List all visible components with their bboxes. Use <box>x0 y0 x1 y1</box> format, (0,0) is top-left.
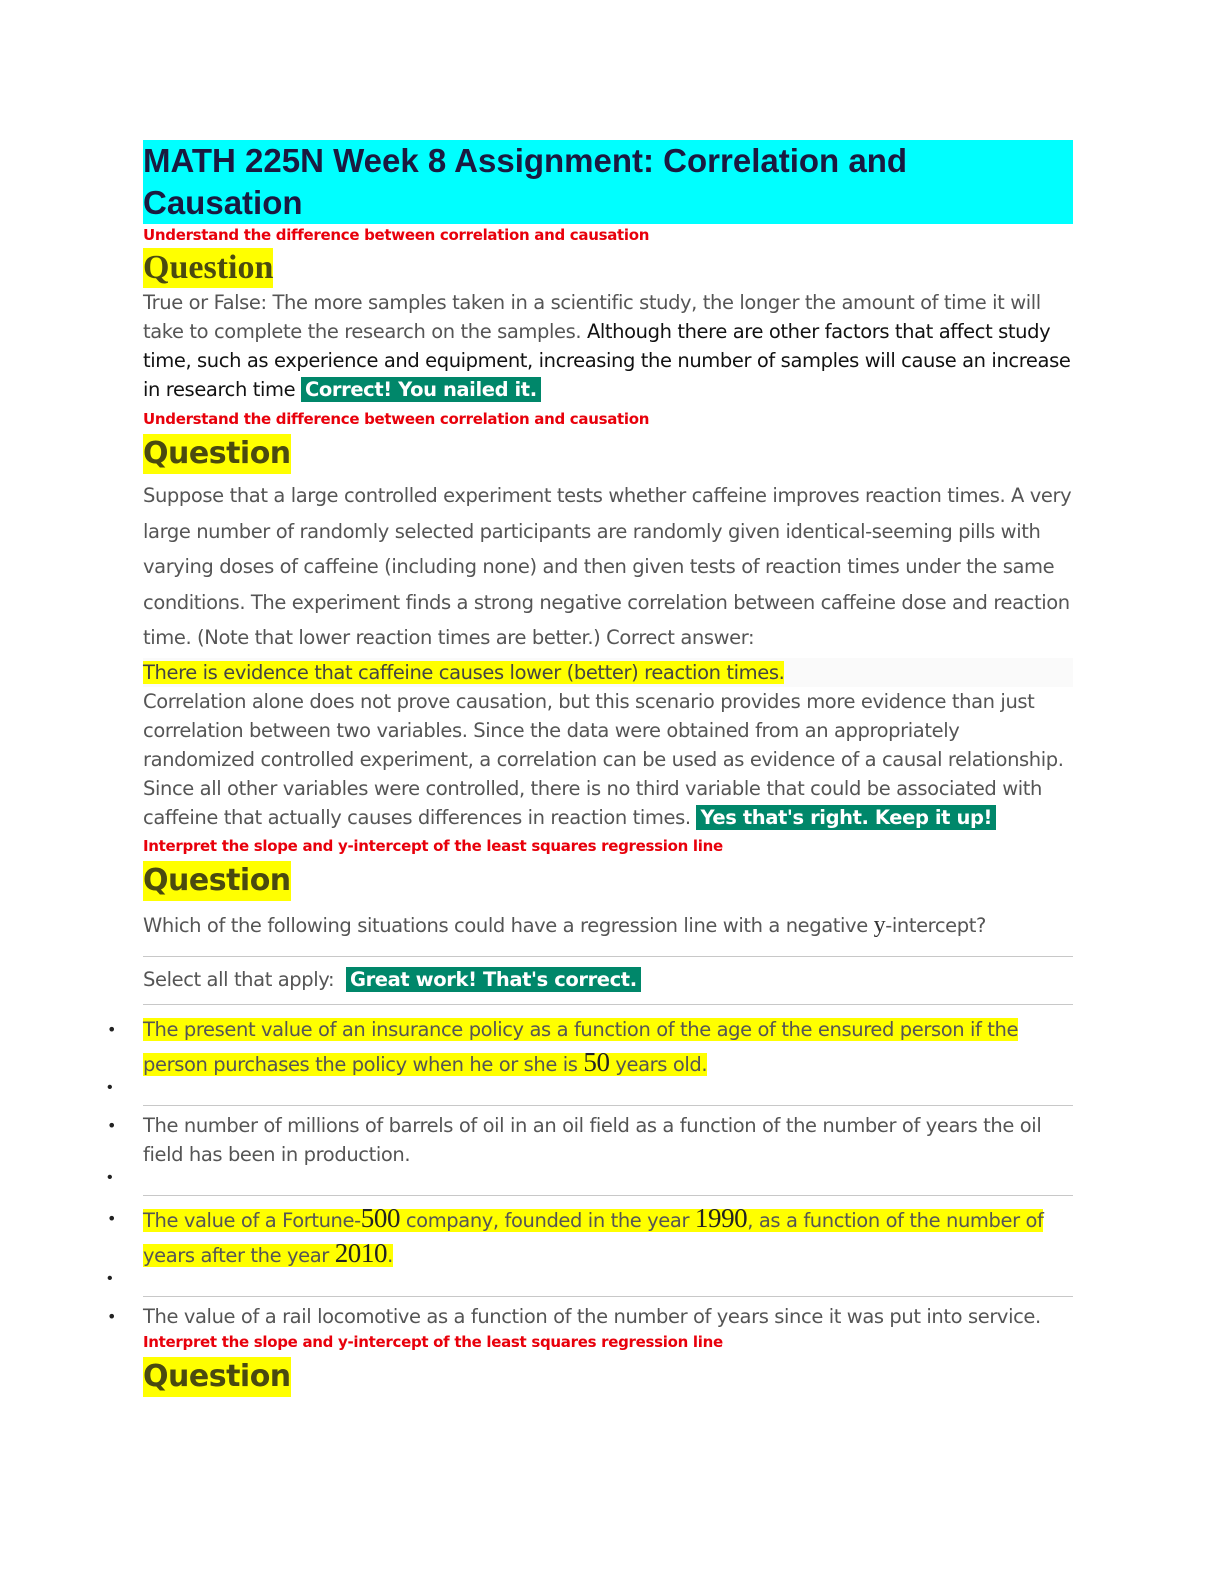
q2-explanation-block <box>143 687 1073 833</box>
divider <box>143 1105 1073 1106</box>
divider <box>143 956 1073 957</box>
q3-prompt-suffix: -intercept? <box>885 913 986 937</box>
q3-select-label: Select all that apply: <box>143 967 335 991</box>
q3-prompt-text: Which of the following situations could have a regression line with a negative <box>143 913 874 937</box>
q1-topic: Understand the difference between correlation and causation <box>143 226 650 244</box>
empty-list-item <box>107 1269 1073 1296</box>
option-3-number-500: 500 <box>360 1202 401 1233</box>
divider <box>143 1195 1073 1196</box>
divider <box>143 1004 1073 1005</box>
bullet-marker: • <box>107 1078 113 1096</box>
option-3-period: . <box>387 1243 393 1267</box>
option-4[interactable] <box>107 1302 1073 1331</box>
q2-explanation: Correlation alone does not prove causation, but this scenario provides more evidence than just correlation between two variables. Since the data were obtained from an appropriately randomized controlled experiment, a correlation can be used as evidence of a causal relationship. Since all other variables were controlled, there is no third variable that could be associated with caffeine that actually causes differences in reaction times. <box>143 689 1064 829</box>
q3-heading: Question <box>143 861 291 901</box>
option-3-text-c: , as a function of the number of years after the year <box>143 1208 1044 1267</box>
q1-heading: Question <box>143 249 274 286</box>
option-3-text-b: company, founded in the year <box>400 1208 695 1232</box>
q3-prompt-variable: y <box>873 911 886 938</box>
q1-prompt: True or False: The more samples taken in a scientific study, the longer the amount of time it will take to complete the research on the samples. <box>143 291 1041 343</box>
option-3-number-2010: 2010 <box>334 1237 388 1268</box>
q2-heading: Question <box>143 434 291 474</box>
option-4-text: The value of a rail locomotive as a function of the number of years since it was put into service. <box>143 1304 1041 1328</box>
q3-feedback-badge: Great work! That's correct. <box>346 967 641 992</box>
option-1[interactable] <box>107 1013 1073 1081</box>
bullet-marker: • <box>107 1208 117 1228</box>
q1-answer: Although there are other factors that affect study time, such as experience and equipment, increasing the number of samples will cause an increase in research time <box>143 320 1071 401</box>
q3-topic: Interpret the slope and y-intercept of the least squares regression line <box>143 836 723 855</box>
option-2-text: The number of millions of barrels of oil in an oil field as a function of the number of years the oil field has been in production. <box>143 1113 1042 1166</box>
option-3[interactable] <box>107 1202 1073 1272</box>
option-3-number-1990: 1990 <box>694 1202 748 1233</box>
q1-body <box>143 288 1073 404</box>
bullet-marker: • <box>107 1019 117 1039</box>
q2-topic: Understand the difference between correlation and causation <box>143 410 650 428</box>
bullet-marker: • <box>107 1306 117 1326</box>
option-1-suffix: years old. <box>609 1052 708 1076</box>
q2-answer: There is evidence that caffeine causes lower (better) reaction times. <box>143 660 785 684</box>
option-3-text: The value of a Fortune- <box>143 1208 361 1232</box>
bullet-marker: • <box>107 1168 113 1186</box>
option-1-text: The present value of an insurance policy as a function of the age of the ensured person if the person purchases the policy when he or she is <box>143 1017 1019 1076</box>
document-page <box>107 140 1073 1397</box>
option-1-number: 50 <box>583 1046 610 1077</box>
q3-select-row <box>143 965 1073 994</box>
bullet-marker: • <box>107 1115 117 1135</box>
q2-feedback-badge: Yes that's right. Keep it up! <box>696 805 996 830</box>
divider <box>143 1296 1073 1297</box>
document-title: MATH 225N Week 8 Assignment: Correlation and Causation <box>143 140 1073 224</box>
q2-answer-row <box>143 658 1073 687</box>
empty-list-item <box>107 1168 1073 1195</box>
q1-feedback-badge: Correct! You nailed it. <box>301 377 541 402</box>
empty-list-item <box>107 1078 1073 1105</box>
q4-heading: Question <box>143 1357 291 1397</box>
q3-prompt <box>143 911 1073 940</box>
bullet-marker: • <box>107 1269 113 1287</box>
q2-prompt: Suppose that a large controlled experiment tests whether caffeine improves reaction times. A very large number of randomly selected participants are randomly given identical-seeming pills with varying doses of caffeine (including none) and then given tests of reaction times under the same conditions. The experiment finds a strong negative correlation between caffeine dose and reaction time. (Note that lower reaction times are better.) Correct answer: <box>143 484 1072 649</box>
option-2[interactable] <box>107 1111 1073 1169</box>
q4-topic: Interpret the slope and y-intercept of the least squares regression line <box>143 1332 723 1351</box>
